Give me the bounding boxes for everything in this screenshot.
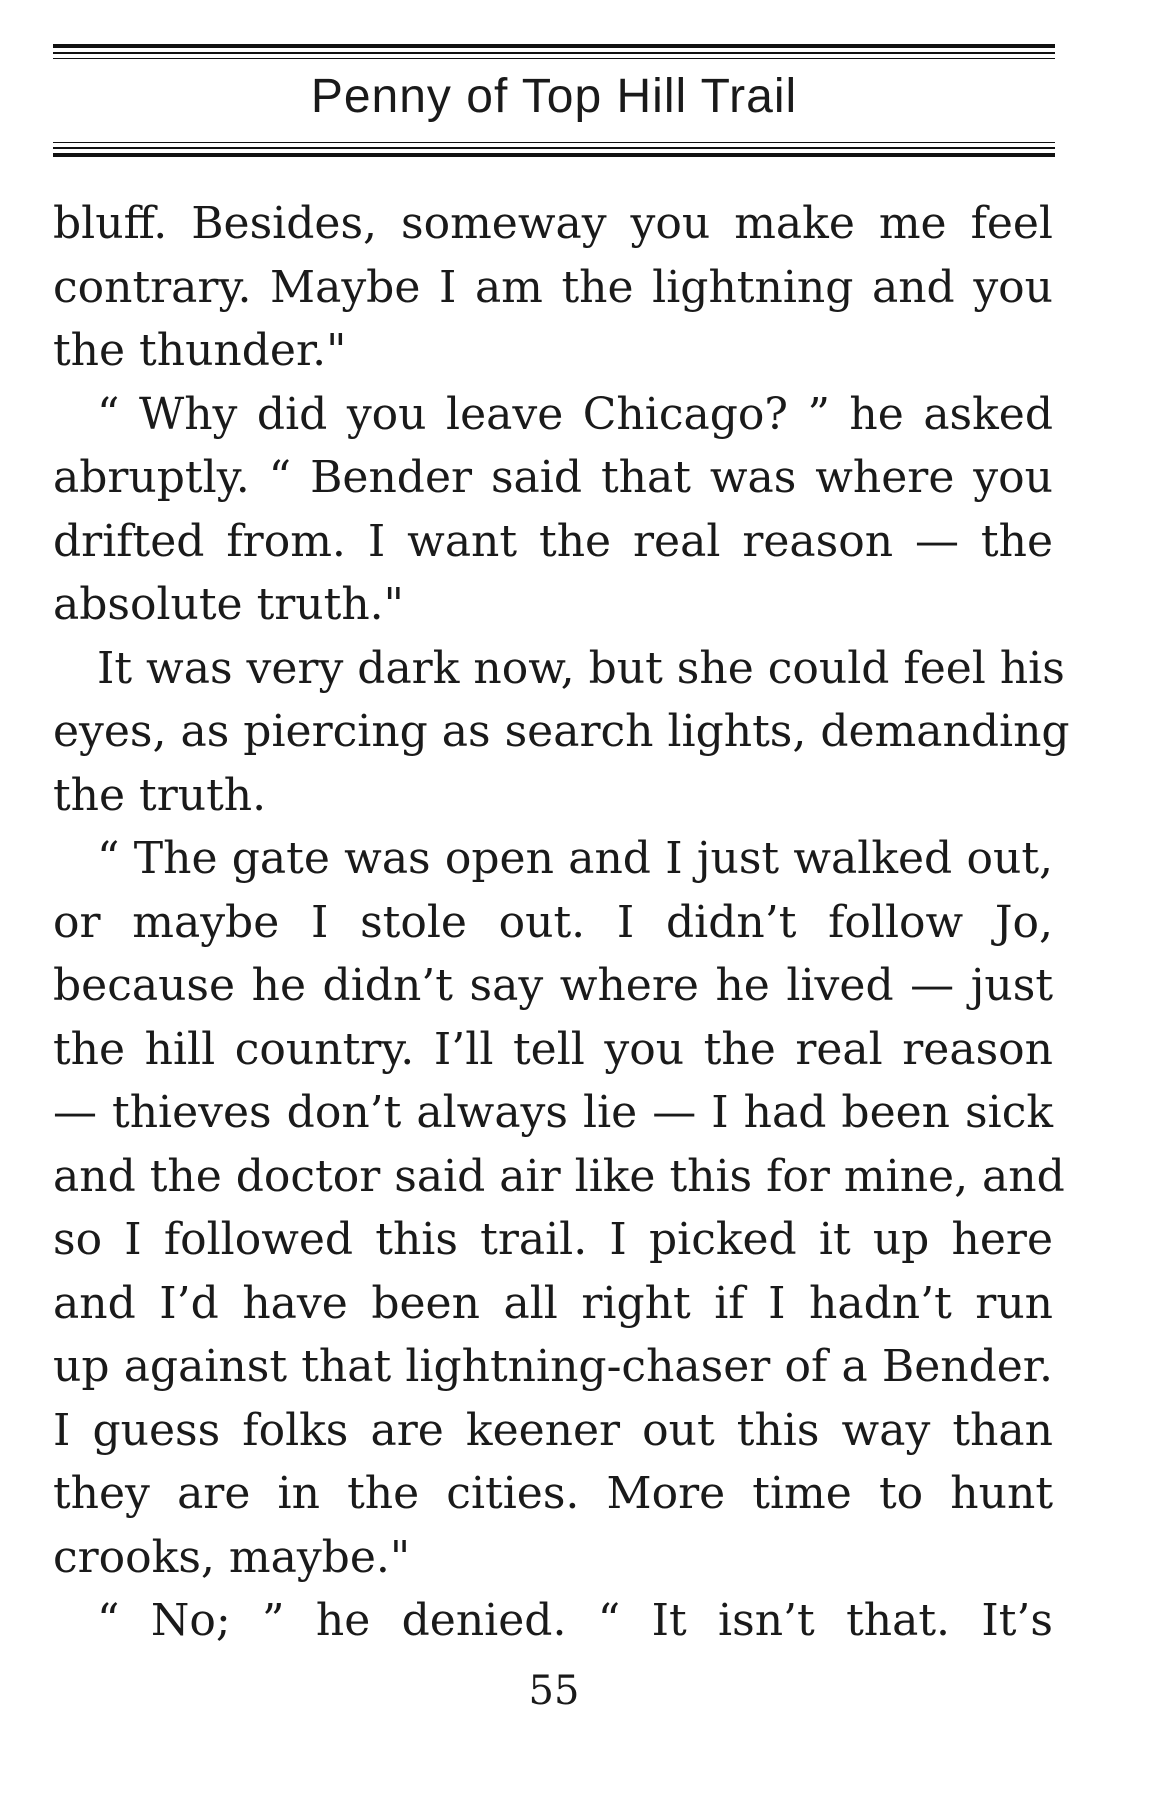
text-line: and the doctor said air like this for mine, and xyxy=(53,1150,1065,1202)
header-rule-bottom xyxy=(53,142,1055,157)
text-line: because he didn’t say where he lived — just xyxy=(53,960,1053,1011)
text-line: “ No; ” he denied. “ It isn’t that. It’s xyxy=(97,1595,1053,1646)
text-line: so I followed this trail. I picked it up here xyxy=(53,1214,1053,1265)
text-line: up against that lightning-chaser of a Bender. xyxy=(53,1341,1053,1392)
body-text xyxy=(53,192,1070,1653)
text-line: and I’d have been all right if I hadn’t run xyxy=(53,1277,1053,1329)
running-title: Penny of Top Hill Trail xyxy=(310,70,798,123)
page-number: 55 xyxy=(528,1668,580,1714)
text-line: they are in the cities. More time to hunt xyxy=(53,1468,1053,1519)
text-line: It was very dark now, but she could feel his xyxy=(97,642,1065,694)
header-rule-top xyxy=(53,44,1055,59)
text-line: “ Why did you leave Chicago? ” he asked xyxy=(97,388,1053,440)
text-line: or maybe I stole out. I didn’t follow Jo, xyxy=(53,896,1053,948)
text-line: drifted from. I want the real reason — the xyxy=(53,515,1053,567)
text-line: the thunder." xyxy=(53,325,347,376)
text-line: the truth. xyxy=(53,769,267,821)
text-line: — thieves don’t always lie — I had been sick xyxy=(53,1087,1053,1138)
text-line: the hill country. I’ll tell you the real reason xyxy=(53,1023,1053,1075)
text-line: contrary. Maybe I am the lightning and you xyxy=(53,261,1053,313)
text-line: crooks, maybe." xyxy=(53,1531,411,1583)
text-line: bluff. Besides, someway you make me feel xyxy=(53,198,1053,249)
text-line: “ The gate was open and I just walked out, xyxy=(97,833,1053,884)
text-line: absolute truth." xyxy=(53,579,404,630)
text-line: eyes, as piercing as search lights, demanding xyxy=(53,706,1070,757)
text-line: I guess folks are keener out this way than xyxy=(53,1404,1053,1456)
text-line: abruptly. “ Bender said that was where you xyxy=(53,452,1053,503)
